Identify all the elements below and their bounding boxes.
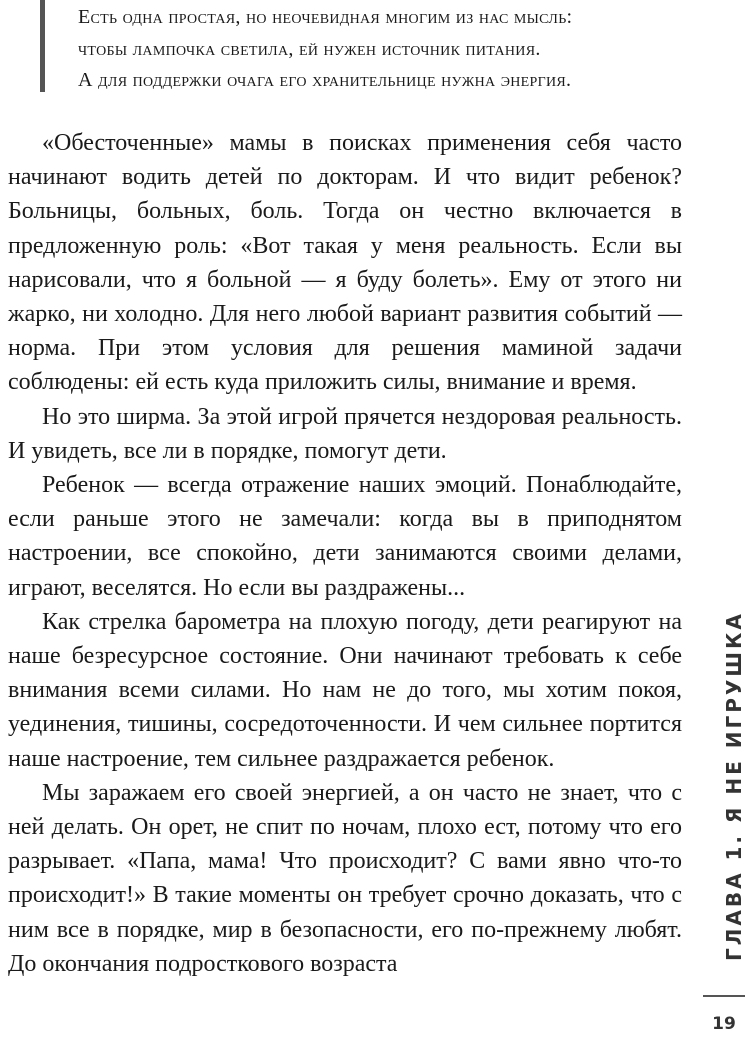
body-text [8,126,682,981]
paragraph: Но это ширма. За этой игрой прячется нездоровая реальность. И увидеть, все ли в порядке, помогут дети. [8,403,682,464]
paragraph: Как стрелка барометра на плохую погоду, дети реагируют на наше безресурсное состояние. Они начинают требовать к себе внимания всеми силами. Но нам не до того, мы хотим покоя, уединения, тишины, сосредоточенности. И чем сильнее портится наше настроение, тем сильнее раздражается ребенок. [8,608,682,772]
epigraph-line: чтобы лампочка светила, ей нужен источник питания. [78,37,541,60]
paragraph: Ребенок — всегда отражение наших эмоций. Понаблюдайте, если раньше этого не замечали: когда вы в приподнятом настроении, все спокойно, дети занимаются своими делами, играют, веселятся. Но если вы раздражены... [8,472,682,601]
epigraph-bar [40,0,45,92]
epigraph [78,2,682,97]
epigraph-line: А для поддержки очага его хранительнице нужна энергия. [78,69,572,91]
running-header [700,611,746,980]
paragraph: «Обесточенные» мамы в поисках применения себя часто начинают водить детей по докторам. И что видит ребенок? Больницы, больных, боль. Тогда он честно включается в предложенную роль: «Вот такая у меня реальность. Если вы нарисовали, что я больной — я буду болеть». Ему от этого ни жарко, ни холодно. Для него любой вариант развития событий — норма. При этом условия для решения маминой задачи соблюдены: ей есть куда приложить силы, внимание и время. [8,130,682,396]
page-number-divider [703,995,745,997]
page-number: 19 [712,1014,736,1034]
epigraph-line: Есть одна простая, но неочевидная многим из нас мысль: [78,6,573,28]
paragraph: Мы заражаем его своей энергией, а он часто не знает, что с ней делать. Он орет, не спит по ночам, плохо ест, потому что его разрывает. «Папа, мама! Что происходит? С вами явно что-то происходит!» В такие моменты он требует срочно доказать, что с ним все в порядке, мир в безопасности, его по-прежнему любят. До окончания подросткового возраста [8,779,682,977]
chapter-title: ГЛАВА 1. Я НЕ ИГРУШКА [722,611,746,961]
